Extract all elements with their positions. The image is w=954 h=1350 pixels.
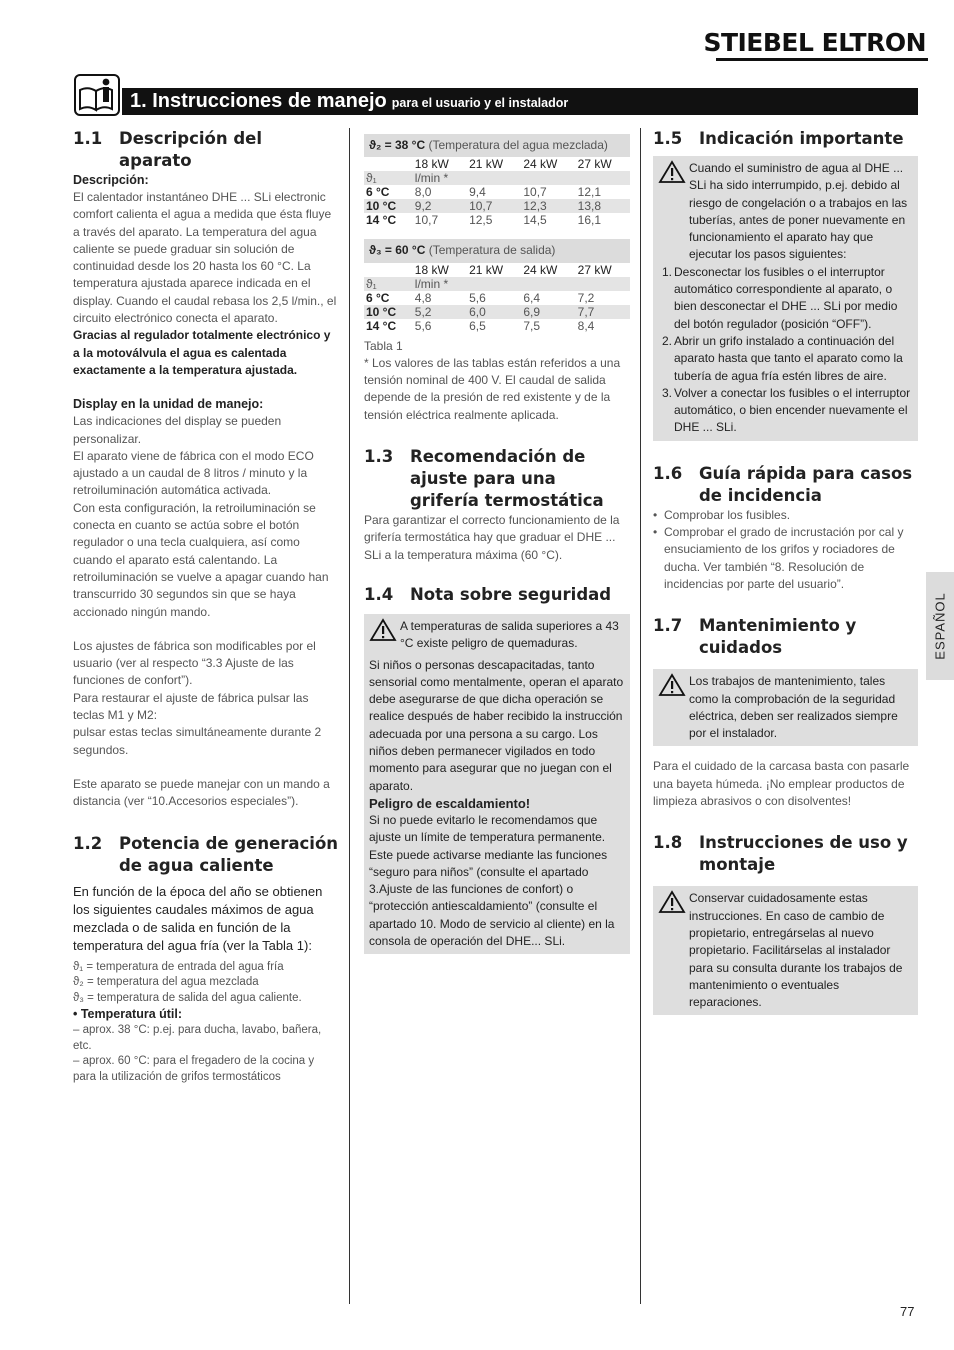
symbol-definitions: [73, 960, 339, 1007]
chapter-header: [122, 88, 918, 115]
paragraph: Para restaurar el ajuste de fábrica pulsar las teclas M1 y M2:: [73, 690, 309, 723]
section-heading: 1.3 Recomendación de ajuste para una grifería termostática: [364, 447, 604, 511]
list-item: – aprox. 60 °C: para el fregadero de la cocina y para la utilización de grifos termostáticos: [73, 1055, 315, 1083]
paragraph: Las indicaciones del display se pueden personalizar.: [73, 414, 282, 446]
paragraph: Para garantizar el correcto funcionamiento de la grifería termostática hay que graduar el DHE ... SLi a la temperatura máxima (60 °C).: [364, 513, 620, 562]
column-middle: [364, 134, 630, 954]
use-list: [73, 1023, 339, 1085]
warning-triangle-icon: [369, 618, 397, 642]
language-tab: ESPAÑOL: [926, 572, 954, 680]
table-row: 6 °C 8,0 9,4 10,7 12,1: [366, 185, 602, 200]
paragraph: Si no puede evitarlo le recomendamos que ajuste un límite de temperatura permanente. Este puede activarse mediante las funciones “seguro para niños” (consulte el apartado 3.Ajuste de las funciones de confort) o “protección antiescaldamiento” (consulte el apartado 10. Modo de servicio al cliente) en la consola de operación del DHE... SLi.: [369, 812, 615, 949]
section-heading: 1.1 Descripción del aparato: [73, 129, 263, 170]
column-divider: [640, 128, 641, 1304]
warning-text: Conservar cuidadosamente estas instrucciones. En caso de cambio de propietario, entregárselas al nuevo propietario. Facilitárselas al instalador para su consulta durante los trabajos de mantenimiento o eventuales reparaciones.: [689, 891, 903, 1010]
book-info-icon: [74, 74, 120, 116]
paragraph: Para el cuidado de la carcasa basta con pasarle una bayeta húmeda. ¡No emplear productos de limpieza abrasivos o con disolventes!: [653, 759, 910, 809]
subheading: Peligro de escaldamiento!: [369, 795, 531, 811]
chapter-subtitle: para el usuario y el instalador: [391, 96, 569, 110]
table-title: ϑ₃ = 60 °C (Temperatura de salida): [364, 239, 630, 262]
paragraph: Con esta configuración, la retroiluminación se conecta en cuanto se actúa sobre el botón regulador o una tecla cualquiera, así como cuando el aparato está calentando. La retroiluminación se vuelve a apagar cuando han transcurrido 30 segundos sin que se haya accionado ningún mando.: [73, 500, 329, 619]
section-heading: 1.4 Nota sobre seguridad: [364, 584, 612, 604]
flow-table-38: [364, 157, 630, 227]
list-item: 1. Desconectar los fusibles o el interruptor automático correspondiente al aparato, o bien desconectar el DHE ... SLi por medio del botón regulador (posición “OFF”).: [662, 264, 898, 331]
list-item: 3. Volver a conectar los fusibles o el interruptor automático, o bien encender nuevamente el DHE ... SLi.: [662, 385, 911, 435]
list-item: • Comprobar el grado de incrustación por cal y ensuciamiento de los grifos y rociadores de ducha. Ver también “8. Resolución de incidencias por parte del usuario”.: [653, 524, 918, 593]
definition-row: ϑ₃ = temperatura de salida del agua caliente.: [73, 991, 302, 1004]
column-left: [73, 128, 339, 1085]
paragraph: En función de la época del año se obtienen los siguientes caudales máximos de agua mezclada o de salida en función de la temperatura del agua fría (ver la Tabla 1):: [73, 883, 323, 953]
section-heading: 1.7 Mantenimiento y cuidados: [653, 616, 857, 658]
table-row: 14 °C 10,7 12,5 14,5 16,1: [366, 213, 602, 228]
instructions-box: [653, 886, 918, 1015]
paragraph: El calentador instantáneo DHE ... SLi electronic comfort calienta el agua a medida que ésta fluye a través del aparato. La temperatura del agua caliente se puede graduar sin solución de continuidad desde los 20 hasta los 60 °C. La temperatura ajustada aparece indicada en el display. Cuando el caudal rebasa los 2,5 l/min., el circuito electrónico conecta el aparato.: [73, 190, 337, 326]
table-caption: Tabla 1: [364, 338, 403, 353]
section-heading: 1.8 Instrucciones de uso y montaje: [653, 833, 908, 875]
table-header-row: 18 kW 21 kW 24 kW 27 kW: [414, 157, 612, 172]
table-footnote: * Los valores de las tablas están referidos a una tensión nominal de 400 V. El caudal de salida depende de la presión de red existente y de la tensión eléctrica realmente aplicada.: [364, 355, 621, 422]
subheading: Display en la unidad de manejo:: [73, 397, 264, 412]
column-right: [653, 128, 918, 1015]
subheading: Descripción:: [73, 173, 149, 187]
table-unit-row: ϑ₁ l/min *: [364, 277, 630, 291]
table-row: 10 °C 9,2 10,7 12,3 13,8: [364, 199, 630, 213]
warning-text: Los trabajos de mantenimiento, tales como la comprobación de la seguridad eléctrica, deben ser realizados siempre por el instalador.: [689, 674, 898, 741]
warning-text: Cuando el suministro de agua al DHE ... SLi ha sido interrumpido, p.ej. debido al riesgo de congelación o a trabajos en las tuberías, antes de poner nuevamente en funcionamiento el aparato hay que ejecutar los pasos siguientes:: [689, 161, 908, 262]
paragraph: El aparato viene de fábrica con el modo ECO ajustado a un caudal de 8 litros / minuto y la retroiluminación automática activada.: [73, 448, 314, 498]
maintenance-box: [653, 669, 918, 746]
definition-row: ϑ₂ = temperatura del agua mezclada: [73, 976, 259, 988]
warning-text: A temperaturas de salida superiores a 43 °C existe peligro de quemaduras.: [400, 618, 619, 651]
section-heading: 1.2 Potencia de generación de agua caliente: [73, 833, 339, 875]
important-box: [653, 156, 918, 441]
list-item: • Comprobar los fusibles.: [653, 507, 918, 524]
table-header-row: 18 kW 21 kW 24 kW 27 kW: [414, 262, 612, 277]
column-divider: [349, 128, 350, 1304]
table-row: 10 °C 5,2 6,0 6,9 7,7: [364, 305, 630, 319]
paragraph: pulsar estas teclas simultáneamente durante 2 segundos.: [73, 725, 322, 757]
brand-logo: STIEBEL ELTRON: [703, 28, 926, 57]
paragraph: Este aparato se puede manejar con un mando a distancia (ver “10.Accesorios especiales”).: [73, 776, 330, 809]
definition-row: ϑ₁ = temperatura de entrada del agua fría: [73, 960, 284, 973]
safety-box: [364, 614, 630, 954]
section-heading: 1.6 Guía rápida para casos de incidencia: [653, 463, 913, 505]
table-row: 6 °C 4,8 5,6 6,4 7,2: [366, 290, 595, 305]
list-item: 2. Abrir un grifo instalado a continuación del aparato hasta que tanto el aparato como la tubería de agua fría estén libres de aire.: [662, 333, 903, 383]
table-unit-row: ϑ₁ l/min *: [364, 171, 630, 185]
table-row: 14 °C 5,6 6,5 7,5 8,4: [366, 318, 595, 333]
section-heading: 1.5 Indicación importante: [653, 129, 904, 148]
paragraph: Los ajustes de fábrica son modificables por el usuario (ver al respecto “3.3 Ajuste de las funciones de confort”).: [73, 638, 316, 688]
incident-list: [653, 507, 918, 593]
chapter-title: 1. Instrucciones de manejo: [130, 90, 387, 112]
paragraph: Si niños o personas descapacitadas, tanto sensorial como mentalmente, operan el aparato debe asegurarse de que dicha operación se realice después de haber recibido la instrucción adecuada por una persona a su cargo. Los niños deben permanecer vigilados en todo momento para asegurar que no juegan con el aparato.: [369, 657, 624, 793]
warning-triangle-icon: [658, 160, 686, 184]
subheading: • Temperatura útil:: [73, 1007, 183, 1021]
table-title: ϑ₂ = 38 °C (Temperatura del agua mezclada): [364, 134, 630, 157]
warning-triangle-icon: [658, 890, 686, 914]
warning-triangle-icon: [658, 673, 686, 697]
paragraph: Gracias al regulador totalmente electrónico y a la motoválvula el agua es calentada exactamente a la temperatura ajustada.: [73, 328, 331, 377]
brand-underline: [716, 58, 928, 61]
list-item: – aprox. 38 °C: p.ej. para ducha, lavabo, bañera, etc.: [73, 1024, 322, 1052]
flow-table-60: [364, 263, 630, 333]
steps-list: [658, 264, 913, 437]
page-number: 77: [900, 1304, 915, 1319]
